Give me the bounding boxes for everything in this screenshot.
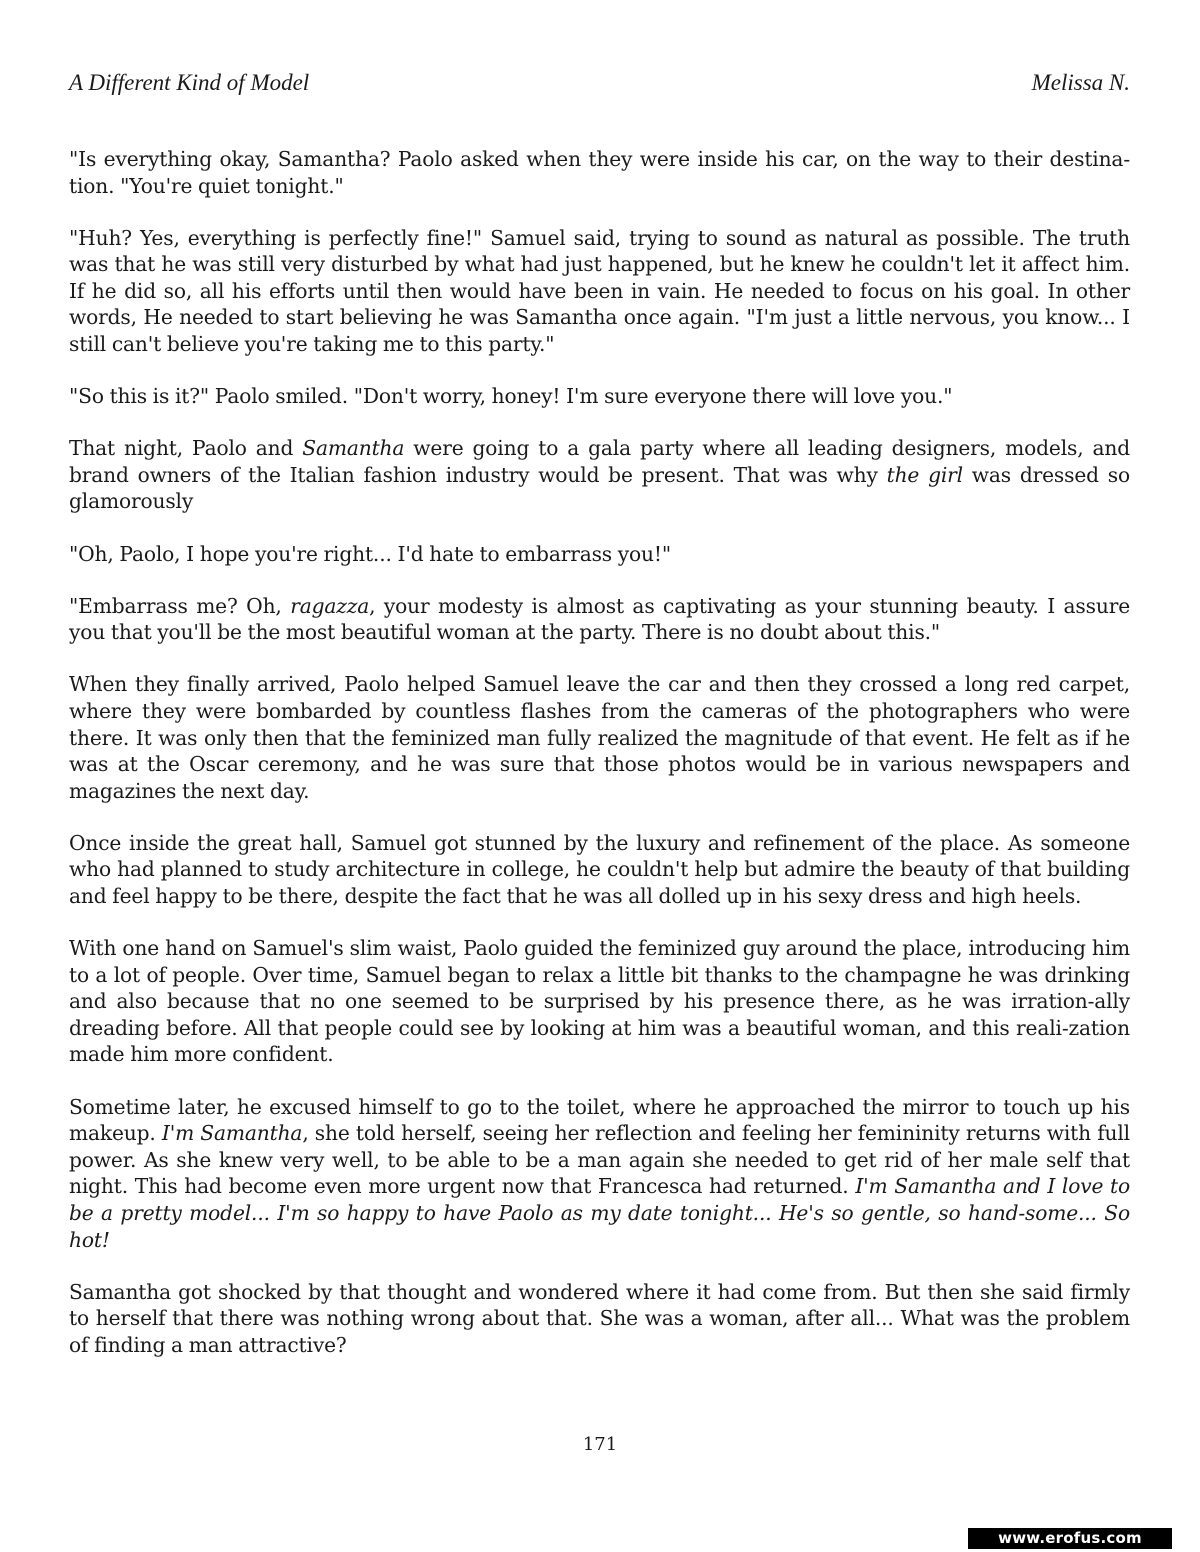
- page-number: 171: [582, 1434, 618, 1455]
- text-run: was dressed so glamorously: [69, 462, 1130, 514]
- italic-text: the girl: [886, 462, 963, 487]
- paragraph: [69, 1279, 1130, 1359]
- paragraph: [69, 671, 1130, 804]
- italic-text: I'm Samantha and I love to be a pretty model... I'm so happy to have Paolo as my date tonight... He's so gentle, so hand-some... So hot!: [69, 1174, 1130, 1252]
- text-run: "Embarrass me? Oh,: [69, 593, 291, 618]
- paragraph: [69, 830, 1130, 910]
- paragraph: [69, 935, 1130, 1068]
- paragraph: [69, 435, 1130, 515]
- text-run: "Huh? Yes, everything is perfectly fine!" Samuel said, trying to sound as natural as possible. The truth was that he was still very disturbed by what had just happened, but he knew he couldn't let it affect him. If he did so, all his efforts until then would have been in vain. He needed to focus on his goal. In other words, He needed to start believing he was Samantha once again. "I'm just a little nervous, you know... I still can't believe you're taking me to this party.": [69, 225, 1130, 357]
- text-run: "So this is it?" Paolo smiled. "Don't worry, honey! I'm sure everyone there will love you.": [69, 384, 953, 409]
- text-run: Sometime later, he excused himself to go to the toilet, where he approached the mirror to touch up his makeup.: [69, 1094, 1130, 1146]
- italic-text: Samantha: [302, 436, 405, 461]
- text-run: With one hand on Samuel's slim waist, Paolo guided the feminized guy around the place, introducing him to a lot of people. Over time, Samuel began to relax a little bit thanks to the champagne he was drinking and also because that no one seemed to be surprised by his presence there, as he was irration-ally dreading before. All that people could see by looking at him was a beautiful woman, and this reali-zation made him more confident.: [69, 936, 1130, 1067]
- text-run: were going to a gala party where all leading designers, models, and brand owners of the Italian fashion industry would be present. That was why: [69, 436, 1130, 487]
- text-run: , your modesty is almost as captivating as your stunning beauty. I assure you that you'll be the most beautiful woman at the party. There is no doubt about this.": [69, 593, 1130, 645]
- paragraph: [69, 146, 1130, 199]
- running-header: [69, 70, 1130, 100]
- body-text: [69, 146, 1130, 1384]
- text-run: Once inside the great hall, Samuel got stunned by the luxury and refinement of the place. As someone who had planned to study architecture in college, he couldn't help but admire the beauty of that building and feel happy to be there, despite the fact that he was all dolled up in his sexy dress and high heels.: [69, 830, 1130, 908]
- paragraph: [69, 383, 1130, 410]
- watermark-logo: www.erofus.com: [968, 1528, 1172, 1549]
- book-title: A Different Kind of Model: [69, 70, 310, 95]
- paragraph: [69, 593, 1130, 646]
- text-run: "Oh, Paolo, I hope you're right... I'd hate to embarrass you!": [69, 541, 671, 566]
- text-run: , she told herself, seeing her reflection and feeling her femininity returns with full power. As she knew very well, to be able to be a man again she needed to get rid of her male self that night. This had become even more urgent now that Francesca had returned.: [69, 1121, 1130, 1199]
- italic-text: ragazza: [290, 593, 370, 618]
- author-name: Melissa N.: [1031, 70, 1130, 95]
- text-run: When they finally arrived, Paolo helped Samuel leave the car and then they crossed a long red carpet, where they were bombarded by countless flashes from the cameras of the photographers who were there. It was only then that the feminized man fully realized the magnitude of that event. He felt as if he was at the Oscar ceremony, and he was sure that those photos would be in various newspapers and magazines the next day.: [69, 672, 1130, 803]
- text-run: "Is everything okay, Samantha? Paolo asked when they were inside his car, on the way to their destina-tion. "You're quiet tonight.": [69, 147, 1130, 198]
- text-run: That night, Paolo and: [69, 436, 303, 461]
- paragraph: [69, 1094, 1130, 1254]
- paragraph: [69, 541, 1130, 568]
- text-run: Samantha got shocked by that thought and wondered where it had come from. But then she said firmly to herself that there was nothing wrong about that. She was a woman, after all... What was the problem of finding a man attractive?: [69, 1279, 1130, 1357]
- italic-text: I'm Samantha: [161, 1121, 303, 1146]
- paragraph: [69, 225, 1130, 358]
